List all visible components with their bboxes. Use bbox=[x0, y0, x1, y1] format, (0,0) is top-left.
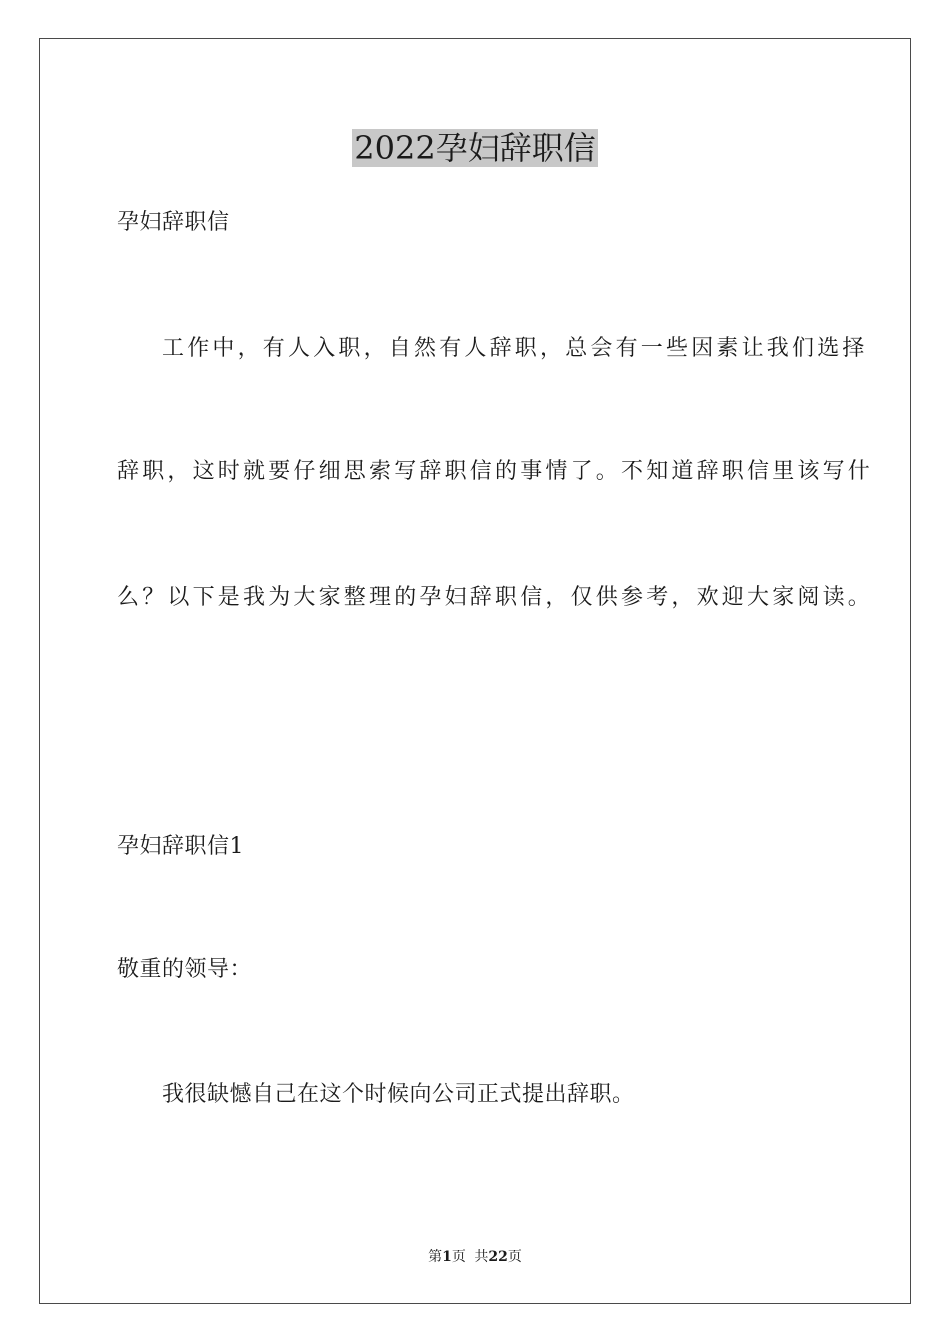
section-heading: 孕妇辞职信1 bbox=[117, 834, 244, 859]
document-title-text: 2022孕妇辞职信 bbox=[354, 129, 596, 167]
document-subtitle: 孕妇辞职信 bbox=[117, 210, 230, 235]
footer-total-pages: 22 bbox=[488, 1249, 508, 1265]
footer-page-number: 1 bbox=[442, 1249, 452, 1265]
footer-total-suffix: 页 bbox=[507, 1249, 522, 1265]
intro-line-1: 工作中，有人入职，自然有人辞职，总会有一些因素让我们选择 bbox=[162, 336, 868, 361]
salutation: 敬重的领导： bbox=[117, 957, 253, 982]
footer-total-prefix: 共 bbox=[474, 1249, 489, 1265]
document-title bbox=[0, 128, 950, 168]
intro-line-2: 辞职，这时就要仔细思索写辞职信的事情了。不知道辞职信里该写什 bbox=[117, 459, 874, 484]
footer-page-prefix: 第 bbox=[428, 1249, 443, 1265]
intro-line-3: 么？以下是我为大家整理的孕妇辞职信，仅供参考，欢迎大家阅读。 bbox=[117, 585, 874, 610]
footer-page-suffix: 页 bbox=[451, 1249, 466, 1265]
page-footer bbox=[0, 1247, 950, 1267]
body-line: 我很缺憾自己在这个时候向公司正式提出辞职。 bbox=[162, 1082, 635, 1107]
